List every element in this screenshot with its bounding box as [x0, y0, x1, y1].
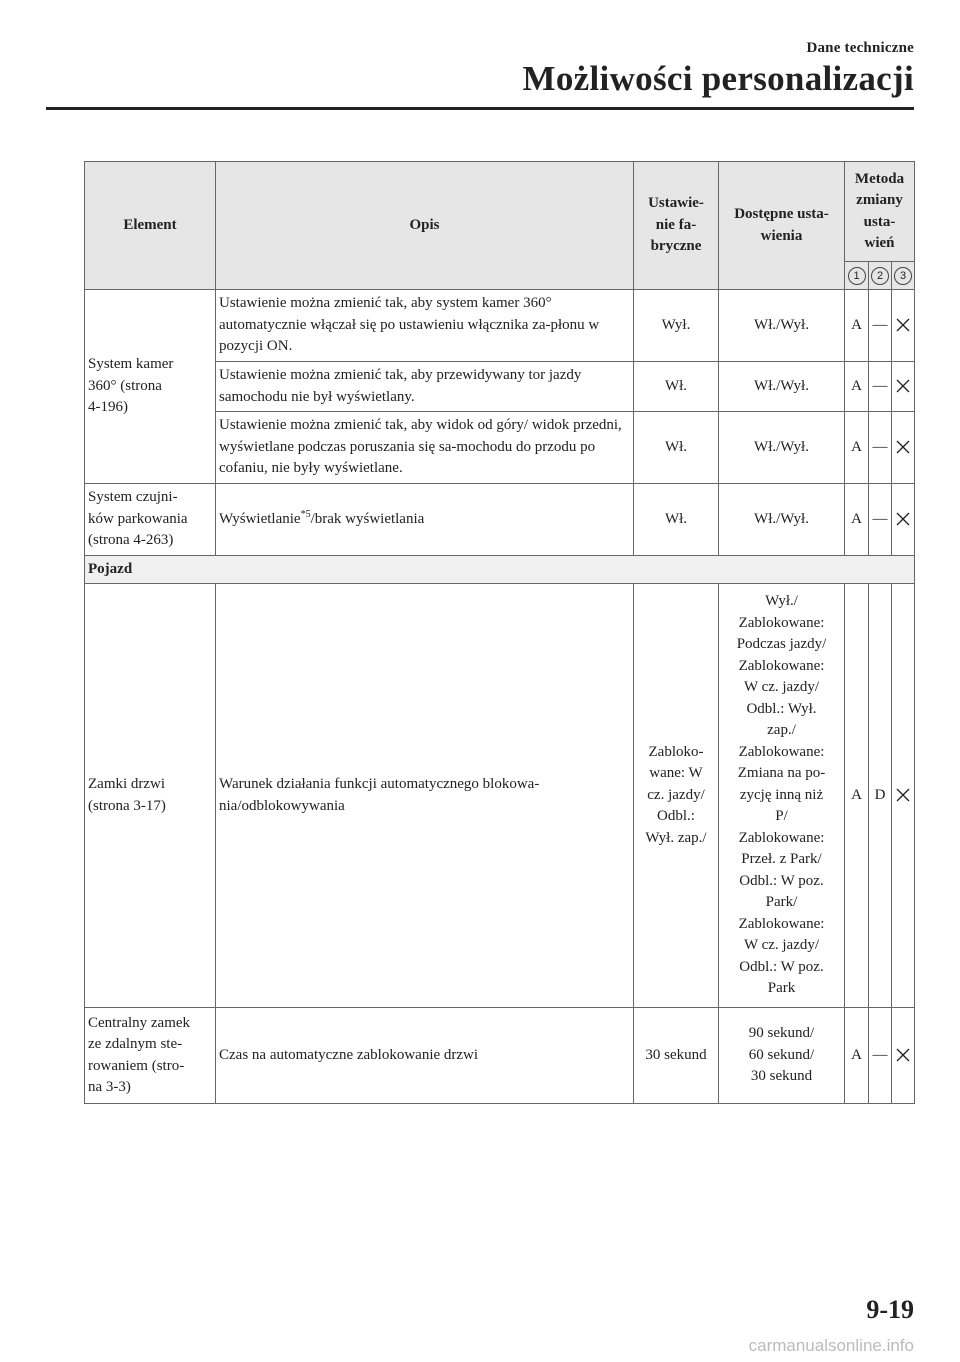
- table-header-row: [85, 162, 915, 262]
- element-cell: System czujni- ków parkowania (strona 4-263): [85, 484, 216, 556]
- element-cell: System kamer 360° (strona 4-196): [85, 290, 216, 484]
- method-2-cell: —: [869, 362, 892, 412]
- method-number-2: 2: [869, 262, 892, 290]
- header-change-method: Metoda zmiany usta- wień: [845, 162, 915, 262]
- description-cell: Ustawienie można zmienić tak, aby przewidywany tor jazdy samochodu nie był wyświetlany.: [216, 362, 634, 412]
- cross-icon: [896, 318, 910, 332]
- header-available-settings: Dostępne usta- wienia: [719, 162, 845, 290]
- cross-icon: [896, 440, 910, 454]
- method-1-cell: A: [845, 290, 869, 362]
- method-2-cell: —: [869, 484, 892, 556]
- cross-icon: [896, 512, 910, 526]
- method-2-cell: D: [869, 584, 892, 1008]
- method-2-cell: —: [869, 1008, 892, 1104]
- cross-icon: [896, 1048, 910, 1062]
- method-number-1: 1: [845, 262, 869, 290]
- factory-cell: Wł.: [634, 362, 719, 412]
- header-opis: Opis: [216, 162, 634, 290]
- factory-cell: 30 sekund: [634, 1008, 719, 1104]
- page-number: 9-19: [866, 1295, 914, 1324]
- description-cell: Czas na automatyczne zablokowanie drzwi: [216, 1008, 634, 1104]
- method-3-cell: [892, 362, 915, 412]
- method-1-cell: A: [845, 1008, 869, 1104]
- description-cell: Wyświetlanie$^{*5}$/brak wyświetlania: [216, 484, 634, 556]
- available-cell: Wł./Wył.: [719, 290, 845, 362]
- header-factory-setting: Ustawie- nie fa- bryczne: [634, 162, 719, 290]
- header-element: Element: [85, 162, 216, 290]
- available-cell: 90 sekund/ 60 sekund/ 30 sekund: [719, 1008, 845, 1104]
- cross-icon: [896, 788, 910, 802]
- section-label: Pojazd: [85, 556, 915, 584]
- description-cell: Warunek działania funkcji automatycznego blokowa-nia/odblokowywania: [216, 584, 634, 1008]
- method-3-cell: [892, 290, 915, 362]
- page-header: [523, 40, 914, 99]
- header-rule: [46, 107, 914, 110]
- method-3-cell: [892, 484, 915, 556]
- method-number-3: 3: [892, 262, 915, 290]
- table-row: [85, 1008, 915, 1104]
- footnote-marker: *5: [300, 508, 311, 520]
- available-cell: Wył./ Zablokowane: Podczas jazdy/ Zablokowane: W cz. jazdy/ Odbl.: Wył. zap./ Zablokowane: Zmiana na po- zycję inną niż P/ Zablokowane: Przeł. z Park/ Odbl.: W poz. Park/ Zablokowane: W cz. jazdy/ Odbl.: W poz. Park: [719, 584, 845, 1008]
- method-1-cell: A: [845, 412, 869, 484]
- method-3-cell: [892, 584, 915, 1008]
- section-row: [85, 556, 915, 584]
- table-row: [85, 584, 915, 1008]
- available-cell: Wł./Wył.: [719, 362, 845, 412]
- method-2-cell: —: [869, 290, 892, 362]
- factory-cell: Wł.: [634, 412, 719, 484]
- table-row: [85, 290, 915, 362]
- element-cell: Centralny zamek ze zdalnym ste- rowaniem (stro- na 3-3): [85, 1008, 216, 1104]
- method-1-cell: A: [845, 584, 869, 1008]
- element-cell: Zamki drzwi (strona 3-17): [85, 584, 216, 1008]
- factory-cell: Wł.: [634, 484, 719, 556]
- description-cell: Ustawienie można zmienić tak, aby system kamer 360° automatycznie włączał się po ustawieniu włącznika za-płonu w pozycji ON.: [216, 290, 634, 362]
- factory-cell: Wył.: [634, 290, 719, 362]
- available-cell: Wł./Wył.: [719, 484, 845, 556]
- method-3-cell: [892, 412, 915, 484]
- method-3-cell: [892, 1008, 915, 1104]
- footer-watermark[interactable]: carmanualsonline.info: [748, 1336, 914, 1355]
- method-1-cell: A: [845, 484, 869, 556]
- cross-icon: [896, 379, 910, 393]
- section-title: Dane techniczne: [806, 40, 914, 56]
- page-title: Możliwości personalizacji: [522, 59, 914, 98]
- method-2-cell: —: [869, 412, 892, 484]
- method-1-cell: A: [845, 362, 869, 412]
- description-cell: Ustawienie można zmienić tak, aby widok od góry/ widok przedni, wyświetlane podczas poruszania się sa-mochodu do przodu po cofaniu, nie były wyświetlane.: [216, 412, 634, 484]
- factory-cell: Zabloko- wane: W cz. jazdy/ Odbl.: Wył. zap./: [634, 584, 719, 1008]
- settings-table: [84, 161, 915, 1104]
- table-row: [85, 484, 915, 556]
- available-cell: Wł./Wył.: [719, 412, 845, 484]
